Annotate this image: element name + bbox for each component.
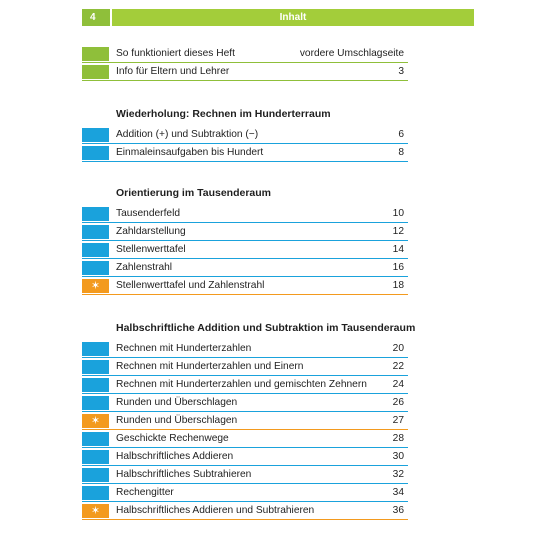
underline-divider (82, 161, 408, 162)
toc-entry-page: 6 (398, 129, 404, 140)
toc-entry[interactable] (82, 45, 408, 63)
toc-entry-title: Einmaleinsaufgaben bis Hundert (116, 147, 264, 158)
toc-entry[interactable] (82, 412, 408, 430)
toc-entry[interactable] (82, 63, 408, 81)
toc-entry[interactable] (82, 241, 408, 259)
toc-entry-page: 32 (392, 469, 404, 480)
color-marker (82, 243, 109, 257)
toc-entry[interactable] (82, 358, 408, 376)
toc-entry-page: 10 (392, 208, 404, 219)
page-title: Inhalt (112, 9, 474, 26)
toc-entry-title: Rechnen mit Hunderterzahlen (116, 343, 252, 354)
toc-entry-page: 18 (392, 280, 404, 291)
toc-entry[interactable] (82, 340, 408, 358)
toc-entry-page: 3 (398, 66, 404, 77)
toc-entry-page: 27 (392, 415, 404, 426)
toc-entry-page: 28 (392, 433, 404, 444)
toc-entry-title: Info für Eltern und Lehrer (116, 66, 230, 77)
section-title: Wiederholung: Rechnen im Hunderterraum (116, 108, 331, 120)
color-marker (82, 261, 109, 275)
toc-entry-page: 8 (398, 147, 404, 158)
toc-entry-page: 22 (392, 361, 404, 372)
toc-entry-title: Halbschriftliches Subtrahieren (116, 469, 252, 480)
star-icon: ✶ (82, 504, 109, 518)
toc-entry[interactable] (82, 448, 408, 466)
toc-entry[interactable] (82, 144, 408, 162)
color-marker (82, 65, 109, 79)
color-marker (82, 128, 109, 142)
toc-entry-title: Rechnen mit Hunderterzahlen und gemischten Zehnern (116, 379, 367, 390)
toc-entry[interactable] (82, 502, 408, 520)
toc-entry-page: 30 (392, 451, 404, 462)
color-marker (82, 378, 109, 392)
color-marker (82, 146, 109, 160)
toc-entry-title: Stellenwerttafel (116, 244, 186, 255)
color-marker (82, 47, 109, 61)
toc-entry-page: 20 (392, 343, 404, 354)
toc-entry-title: Runden und Überschlagen (116, 397, 238, 408)
color-marker (82, 207, 109, 221)
toc-entry-title: Zahlenstrahl (116, 262, 173, 273)
toc-entry-page: 34 (392, 487, 404, 498)
color-marker (82, 432, 109, 446)
toc-entry-title: Runden und Überschlagen (116, 415, 238, 426)
toc-entry-page: 36 (392, 505, 404, 516)
toc-entry-page: vordere Umschlagseite (299, 48, 404, 59)
page-number: 4 (82, 9, 110, 26)
star-icon: ✶ (82, 279, 109, 293)
toc-entry[interactable] (82, 466, 408, 484)
toc-entry-title: Halbschriftliches Addieren und Subtrahieren (116, 505, 315, 516)
toc-entry[interactable] (82, 376, 408, 394)
color-marker (82, 450, 109, 464)
toc-entry[interactable] (82, 277, 408, 295)
toc-entry[interactable] (82, 223, 408, 241)
color-marker (82, 468, 109, 482)
toc-entry-title: Zahldarstellung (116, 226, 186, 237)
color-marker (82, 360, 109, 374)
color-marker (82, 486, 109, 500)
color-marker (82, 342, 109, 356)
toc-entry[interactable] (82, 205, 408, 223)
toc-entry[interactable] (82, 430, 408, 448)
toc-entry-title: Rechnen mit Hunderterzahlen und Einern (116, 361, 304, 372)
toc-entry-page: 16 (392, 262, 404, 273)
toc-entry-page: 26 (392, 397, 404, 408)
toc-entry-page: 12 (392, 226, 404, 237)
toc-entry[interactable] (82, 259, 408, 277)
toc-entry-title: So funktioniert dieses Heft (116, 48, 235, 59)
underline-divider (82, 80, 408, 81)
toc-entry-page: 24 (392, 379, 404, 390)
toc-entry-title: Rechengitter (116, 487, 174, 498)
page-header (82, 9, 474, 26)
star-icon: ✶ (82, 414, 109, 428)
toc-entry-page: 14 (392, 244, 404, 255)
color-marker (82, 396, 109, 410)
toc-entry-title: Stellenwerttafel und Zahlenstrahl (116, 280, 265, 291)
color-marker (82, 225, 109, 239)
section-title: Orientierung im Tausenderaum (116, 187, 272, 199)
underline-divider (82, 519, 408, 520)
toc-entry-title: Tausenderfeld (116, 208, 180, 219)
toc-entry[interactable] (82, 484, 408, 502)
toc-entry-title: Geschickte Rechenwege (116, 433, 229, 444)
toc-entry[interactable] (82, 394, 408, 412)
toc-entry-title: Addition (+) und Subtraktion (−) (116, 129, 259, 140)
section-title: Halbschriftliche Addition und Subtraktion im Tausenderaum (116, 322, 416, 334)
underline-divider (82, 294, 408, 295)
toc-entry-title: Halbschriftliches Addieren (116, 451, 234, 462)
toc-entry[interactable] (82, 126, 408, 144)
